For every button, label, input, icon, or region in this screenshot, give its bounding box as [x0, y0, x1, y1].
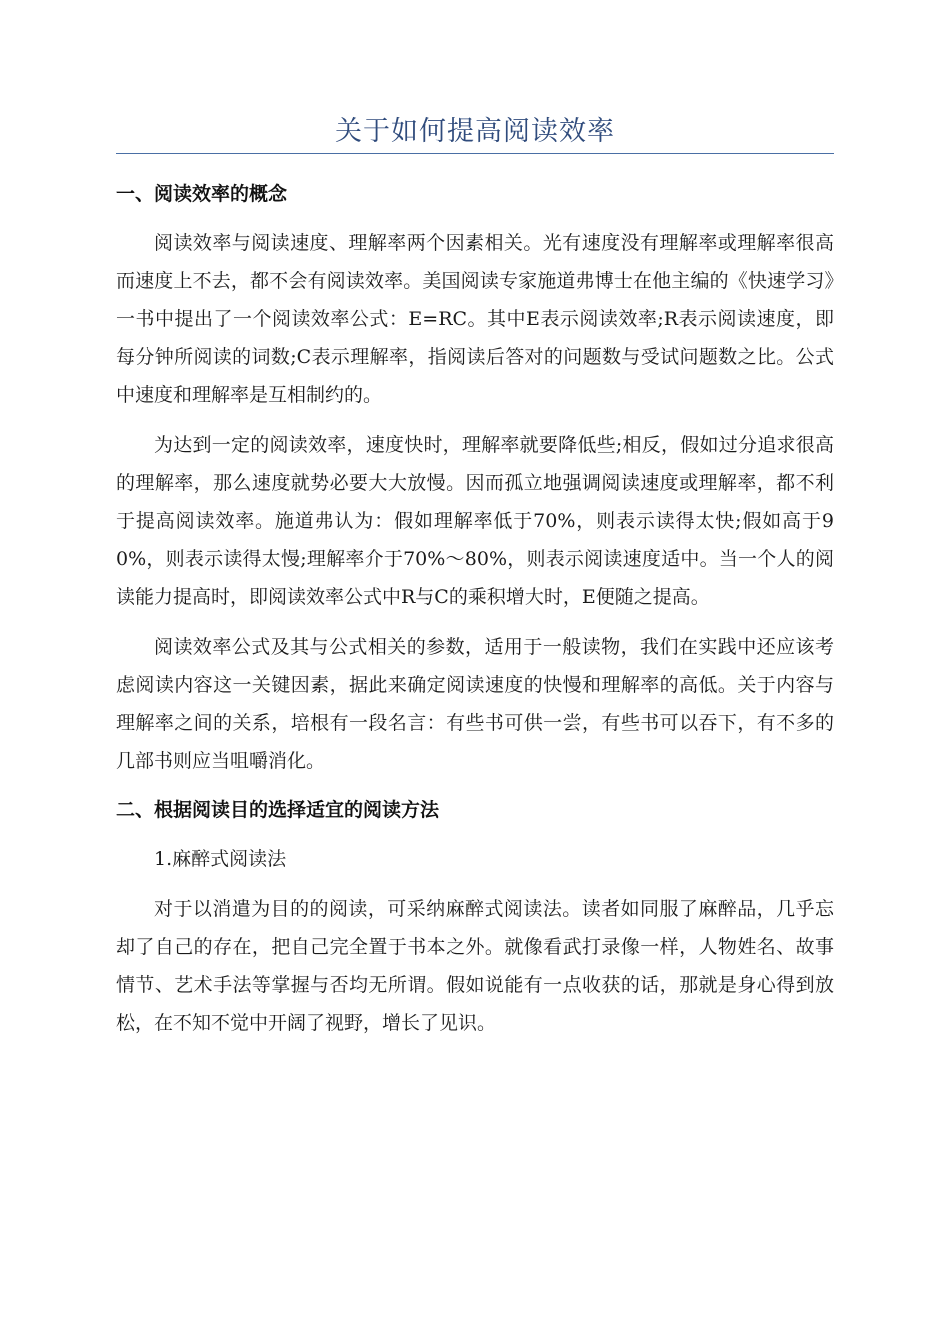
subsection-heading-1: 1.麻醉式阅读法 — [154, 848, 287, 870]
section-1-paragraph-3: 阅读效率公式及其与公式相关的参数，适用于一般读物，我们在实践中还应该考虑阅读内容这一关键因素，据此来确定阅读速度的快慢和理解率的高低。关于内容与理解率之间的关系，培根有一段名言：有些书可供一尝，有些书可以吞下，有不多的几部书则应当咀嚼消化。 — [116, 636, 834, 772]
document-body — [116, 176, 834, 1054]
document-title: 关于如何提高阅读效率 — [335, 116, 615, 147]
section-1-paragraph-1: 阅读效率与阅读速度、理解率两个因素相关。光有速度没有理解率或理解率很高而速度上不去，都不会有阅读效率。美国阅读专家施道弗博士在他主编的《快速学习》一书中提出了一个阅读效率公式：E=RC。其中E表示阅读效率;R表示阅读速度，即每分钟所阅读的词数;C表示理解率，指阅读后答对的问题数与受试问题数之比。公式中速度和理解率是互相制约的。 — [116, 232, 834, 406]
section-2-paragraph-1: 对于以消遣为目的的阅读，可采纳麻醉式阅读法。读者如同服了麻醉品，几乎忘却了自己的存在，把自己完全置于书本之外。就像看武打录像一样，人物姓名、故事情节、艺术手法等掌握与否均无所谓。假如说能有一点收获的话，那就是身心得到放松，在不知不觉中开阔了视野，增长了见识。 — [116, 898, 834, 1034]
section-1-paragraph-2: 为达到一定的阅读效率，速度快时，理解率就要降低些;相反，假如过分追求很高的理解率，那么速度就势必要大大放慢。因而孤立地强调阅读速度或理解率，都不利于提高阅读效率。施道弗认为：假如理解率低于70%，则表示读得太快;假如高于90%，则表示读得太慢;理解率介于70%～80%，则表示阅读速度适中。当一个人的阅读能力提高时，即阅读效率公式中R与C的乘积增大时，E便随之提高。 — [116, 434, 834, 608]
section-heading-1: 一、阅读效率的概念 — [116, 183, 288, 205]
title-divider — [116, 153, 834, 154]
section-heading-2: 二、根据阅读目的选择适宜的阅读方法 — [116, 799, 440, 821]
